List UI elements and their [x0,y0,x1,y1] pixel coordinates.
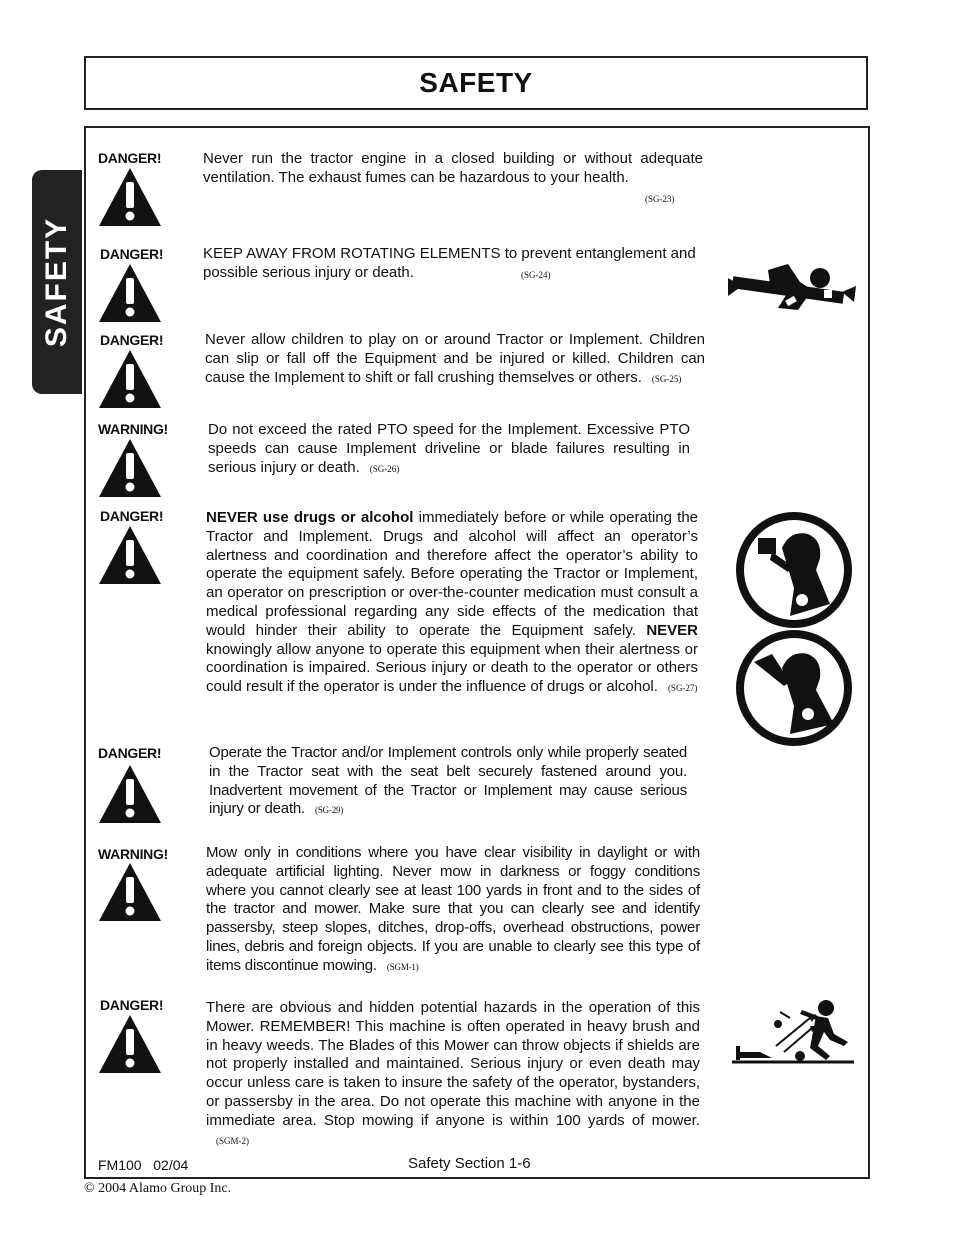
page-title: SAFETY [419,67,533,98]
danger-label: DANGER! [100,997,164,1013]
entry-text: Do not exceed the rated PTO speed for the Implement. Excessive PTO speeds can cause Implement driveline or blade failures resulting in serious injury or death. (SG-26) [208,421,690,476]
warning-triangle-icon [97,861,163,923]
footer-doc-id: FM100 02/04 [98,1157,189,1173]
warning-label: WARNING! [98,421,168,437]
side-tab-label: SAFETY [40,216,73,348]
warning-triangle-icon [97,1013,163,1075]
warning-triangle-icon [97,262,163,324]
entry-code: (SG-24) [521,270,551,280]
entry-code: (SGM-1) [386,961,419,972]
entry-text: Never run the tractor engine in a closed building or without adequate ventilation. The exhaust fumes can be hazardous to your health. [203,150,703,186]
no-drugs-alcohol-icon [730,512,858,748]
danger-label: DANGER! [98,745,162,761]
thrown-objects-hazard-icon [730,998,854,1068]
danger-label: DANGER! [100,332,164,348]
warning-triangle-icon [97,348,163,410]
footer-section: Safety Section 1-6 [408,1155,531,1172]
page-header [84,56,868,110]
entry-code: (SG-23) [645,194,675,204]
entry-text: Operate the Tractor and/or Implement controls only while properly seated in the Tractor seat with the seat belt securely fastened around you. Inadvertent movement of the Tractor or Implement may cause serious injury or death. (SG-29) [209,744,687,818]
entry-text: Never allow children to play on or around Tractor or Implement. Children can slip or fall off the Equipment and be injured or killed. Children can cause the Implement to shift or fall crushing themselves or others. (SG-25) [205,331,705,386]
entry-text: There are obvious and hidden potential hazards in the operation of this Mower. REMEMBER! This machine is often operated in heavy brush and in heavy weeds. The Blades of this Mower can throw objects if shields are not properly installed and maintained. Serious injury or even death may occur unless care is taken to insure the safety of the operator, bystanders, or passersby in the area. Do not operate this machine with anyone in the immediate area. Stop mowing if anyone is within 100 yards of mower.(SGM-2) [206,999,700,1146]
danger-label: DANGER! [98,150,162,166]
entry-text: Mow only in conditions where you have clear visibility in daylight or with adequate artificial lighting. Never mow in darkness or foggy conditions where you cannot clearly see at least 100 yards in front and to the sides of the tractor and mower. Make sure that you can clearly see and identify passersby, steep slopes, ditches, drop-offs, overhead obstructions, power lines, debris and foreign objects. If you are unable to clearly see this type of items discontinue mowing. (SGM-1) [206,844,700,974]
copyright: © 2004 Alamo Group Inc. [84,1181,232,1196]
rotating-elements-entanglement-icon [728,262,856,318]
entry-code: (SGM-2) [216,1135,249,1146]
entry-text: NEVER use drugs or alcohol immediately before or while operating the Tractor and Implement. Drugs and alcohol will affect an operator’s alertness and coordination and therefore affect the operator’s ability to operate the equipment safely. Before operating the Tractor or Implement, an operator on prescription or over-the-counter medication must consult a medical professional regarding any side effects of the medication that would hinder their ability to operate the Equipment safely. NEVER knowingly allow anyone to operate this equipment when their alertness or coordination is impaired. Serious injury or death to the operator or others could result if the operator is under the influence of drugs or alcohol. (SG-27) [206,509,699,696]
entry-code: (SG-27) [667,683,698,694]
warning-triangle-icon [97,437,163,499]
entry-code: (SG-29) [315,805,344,816]
warning-triangle-icon [97,524,163,586]
warning-triangle-icon [97,763,163,825]
entry-code: (SG-25) [651,373,682,384]
warning-label: WARNING! [98,846,168,862]
danger-label: DANGER! [100,508,164,524]
side-tab [32,170,82,394]
warning-triangle-icon [97,166,163,228]
danger-label: DANGER! [100,246,164,262]
entry-code: (SG-26) [369,463,400,474]
entry-text: KEEP AWAY FROM ROTATING ELEMENTS to prevent entanglement and possible serious injury or death. [203,245,696,281]
